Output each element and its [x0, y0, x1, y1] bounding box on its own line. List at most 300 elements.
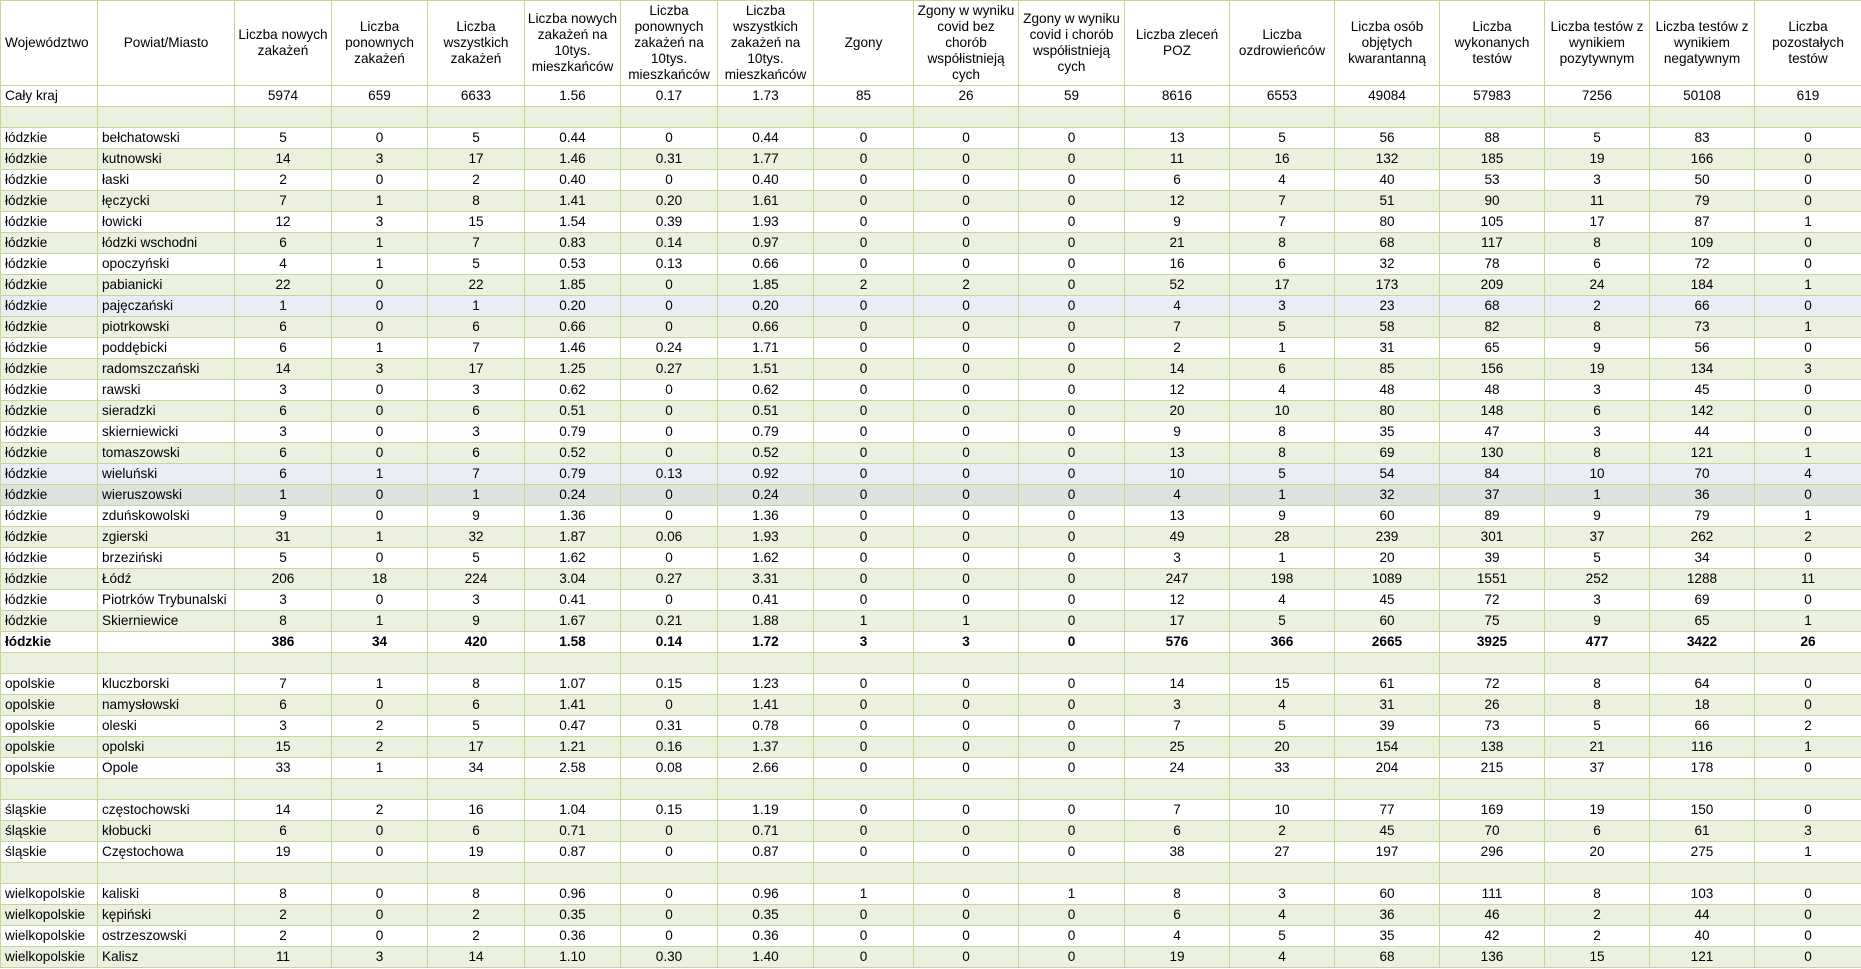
table-cell: 0 — [814, 443, 914, 464]
table-cell: 2 — [1230, 821, 1335, 842]
table-cell: 0 — [914, 674, 1019, 695]
table-cell: 3 — [1230, 884, 1335, 905]
table-cell: kłobucki — [98, 821, 235, 842]
table-cell: 185 — [1440, 149, 1545, 170]
table-cell: tomaszowski — [98, 443, 235, 464]
table-cell: 69 — [1650, 590, 1755, 611]
table-cell: 6 — [428, 695, 525, 716]
table-cell: 57983 — [1440, 86, 1545, 107]
table-cell: 19 — [1545, 359, 1650, 380]
table-cell: 6 — [428, 443, 525, 464]
table-cell: 0 — [1755, 128, 1861, 149]
table-cell: 5 — [1230, 716, 1335, 737]
table-cell: 0 — [1019, 800, 1125, 821]
table-cell: 26 — [1440, 695, 1545, 716]
table-cell: 0.14 — [621, 632, 718, 653]
table-cell — [814, 779, 914, 800]
table-cell: 154 — [1335, 737, 1440, 758]
table-cell: 0 — [1019, 380, 1125, 401]
table-cell: 5 — [235, 128, 332, 149]
table-cell: 0 — [914, 758, 1019, 779]
table-cell: 0.41 — [718, 590, 814, 611]
table-cell: 5974 — [235, 86, 332, 107]
table-cell: 37 — [1545, 758, 1650, 779]
table-cell: 0 — [814, 296, 914, 317]
table-cell: 0 — [1755, 926, 1861, 947]
table-cell: 2 — [1125, 338, 1230, 359]
table-cell: 105 — [1440, 212, 1545, 233]
table-cell: 0 — [814, 695, 914, 716]
table-cell: 14 — [235, 149, 332, 170]
table-cell: wielkopolskie — [1, 905, 98, 926]
table-cell: 0 — [332, 905, 428, 926]
table-cell: wielkopolskie — [1, 947, 98, 968]
table-cell: 77 — [1335, 800, 1440, 821]
table-cell: 0.51 — [718, 401, 814, 422]
table-cell: 0 — [814, 548, 914, 569]
table-cell — [1019, 107, 1125, 128]
table-cell: 0.66 — [718, 254, 814, 275]
table-cell: 247 — [1125, 569, 1230, 590]
table-cell: 61 — [1650, 821, 1755, 842]
table-row — [1, 506, 1861, 527]
table-cell: 1 — [1230, 548, 1335, 569]
table-cell — [914, 863, 1019, 884]
table-cell: 0.31 — [621, 149, 718, 170]
table-cell: 0 — [914, 695, 1019, 716]
table-cell: 0 — [914, 254, 1019, 275]
table-cell: 0 — [814, 716, 914, 737]
table-cell: 66 — [1650, 716, 1755, 737]
table-cell: 1.07 — [525, 674, 621, 695]
table-cell: 56 — [1335, 128, 1440, 149]
table-cell: 0 — [1019, 737, 1125, 758]
table-cell: 0 — [621, 884, 718, 905]
table-cell: łódzkie — [1, 611, 98, 632]
table-cell: 0 — [1755, 674, 1861, 695]
table-cell: 0 — [621, 401, 718, 422]
table-header — [1, 1, 1861, 86]
table-cell: 0.44 — [718, 128, 814, 149]
table-cell: 4 — [1125, 926, 1230, 947]
table-cell: 0.20 — [621, 191, 718, 212]
table-cell: 0 — [332, 548, 428, 569]
table-row — [1, 821, 1861, 842]
table-cell: 0.40 — [525, 170, 621, 191]
table-cell: 1.10 — [525, 947, 621, 968]
table-cell: 619 — [1755, 86, 1861, 107]
table-cell: 1 — [235, 296, 332, 317]
table-cell: 0 — [621, 275, 718, 296]
table-cell: 0 — [814, 905, 914, 926]
table-cell: 6 — [1545, 254, 1650, 275]
table-cell: 6 — [1125, 905, 1230, 926]
table-cell: 0 — [1019, 275, 1125, 296]
table-cell: 0.21 — [621, 611, 718, 632]
table-cell — [1650, 107, 1755, 128]
table-cell: 54 — [1335, 464, 1440, 485]
table-cell: 60 — [1335, 884, 1440, 905]
table-cell: wieluński — [98, 464, 235, 485]
table-cell: 14 — [1125, 674, 1230, 695]
table-cell: 5 — [428, 716, 525, 737]
table-cell: łaski — [98, 170, 235, 191]
table-cell — [1650, 653, 1755, 674]
table-row — [1, 338, 1861, 359]
table-cell — [1545, 107, 1650, 128]
table-cell: 66 — [1650, 296, 1755, 317]
table-cell: 0.24 — [525, 485, 621, 506]
table-cell: 0 — [1019, 317, 1125, 338]
table-cell — [1125, 653, 1230, 674]
table-cell: 8 — [235, 611, 332, 632]
table-cell: 10 — [1545, 464, 1650, 485]
column-header: Zgony — [814, 1, 914, 86]
table-cell: 17 — [428, 359, 525, 380]
table-cell: 6 — [235, 401, 332, 422]
table-cell: 0 — [621, 170, 718, 191]
table-cell: 1 — [1755, 275, 1861, 296]
table-cell: 4 — [1125, 485, 1230, 506]
table-cell — [621, 107, 718, 128]
table-cell: 0 — [814, 380, 914, 401]
table-cell: Piotrków Trybunalski — [98, 590, 235, 611]
table-cell: łęczycki — [98, 191, 235, 212]
table-cell: 0.27 — [621, 569, 718, 590]
table-cell: 0 — [621, 443, 718, 464]
table-cell — [718, 653, 814, 674]
table-cell: 0 — [332, 401, 428, 422]
table-cell: 0 — [1019, 842, 1125, 863]
table-cell: 0 — [621, 296, 718, 317]
table-cell: 1 — [814, 884, 914, 905]
column-header: Liczba nowych zakażeń — [235, 1, 332, 86]
table-row — [1, 401, 1861, 422]
table-cell — [814, 653, 914, 674]
table-cell: 1.58 — [525, 632, 621, 653]
table-cell: 1.41 — [718, 695, 814, 716]
table-cell: 10 — [1125, 464, 1230, 485]
table-cell: 166 — [1650, 149, 1755, 170]
table-cell: 20 — [1230, 737, 1335, 758]
table-cell: 34 — [332, 632, 428, 653]
table-cell — [98, 86, 235, 107]
table-cell — [1440, 779, 1545, 800]
table-cell: łódzkie — [1, 254, 98, 275]
table-cell: 1.21 — [525, 737, 621, 758]
table-cell — [1125, 107, 1230, 128]
table-cell: 0 — [914, 233, 1019, 254]
table-cell: 386 — [235, 632, 332, 653]
table-cell: 5 — [1545, 128, 1650, 149]
table-cell: łódzkie — [1, 338, 98, 359]
table-cell: 0 — [814, 506, 914, 527]
table-cell: Cały kraj — [1, 86, 98, 107]
table-cell: 17 — [428, 737, 525, 758]
table-cell: 15 — [1230, 674, 1335, 695]
table-cell: 0.27 — [621, 359, 718, 380]
table-cell: 0 — [1019, 254, 1125, 275]
column-header: Liczba osób objętych kwarantanną — [1335, 1, 1440, 86]
table-cell: 178 — [1650, 758, 1755, 779]
table-cell — [98, 779, 235, 800]
table-cell: 0 — [1019, 905, 1125, 926]
table-row — [1, 527, 1861, 548]
table-cell: 79 — [1650, 506, 1755, 527]
table-cell: 1 — [332, 254, 428, 275]
table-cell: pabianicki — [98, 275, 235, 296]
table-cell — [235, 653, 332, 674]
table-cell: 0 — [914, 548, 1019, 569]
table-cell: 6 — [235, 443, 332, 464]
header-row — [1, 1, 1861, 86]
table-cell: 3 — [235, 380, 332, 401]
table-cell: 0 — [1019, 548, 1125, 569]
table-cell: 1.62 — [718, 548, 814, 569]
table-cell: 8 — [1545, 695, 1650, 716]
table-cell: 0 — [1019, 338, 1125, 359]
table-cell: 0 — [914, 296, 1019, 317]
table-cell — [428, 653, 525, 674]
table-cell: 5 — [235, 548, 332, 569]
table-cell: 2 — [428, 170, 525, 191]
table-cell: 48 — [1335, 380, 1440, 401]
table-cell: 169 — [1440, 800, 1545, 821]
table-cell: 1 — [914, 611, 1019, 632]
table-cell: 56 — [1650, 338, 1755, 359]
table-row — [1, 695, 1861, 716]
table-cell: 0.15 — [621, 674, 718, 695]
table-cell: 69 — [1335, 443, 1440, 464]
table-row — [1, 947, 1861, 968]
table-cell: łódzkie — [1, 422, 98, 443]
table-row — [1, 632, 1861, 653]
table-cell: 21 — [1545, 737, 1650, 758]
table-cell: rawski — [98, 380, 235, 401]
table-cell: 17 — [1125, 611, 1230, 632]
table-cell: 0.06 — [621, 527, 718, 548]
table-cell: 0 — [914, 170, 1019, 191]
table-cell: zgierski — [98, 527, 235, 548]
table-cell: łódzkie — [1, 191, 98, 212]
table-cell: 0.79 — [718, 422, 814, 443]
table-cell: 1 — [1019, 884, 1125, 905]
table-cell: 37 — [1440, 485, 1545, 506]
table-cell: 0 — [621, 926, 718, 947]
table-cell: 9 — [1545, 506, 1650, 527]
table-cell: 0 — [914, 401, 1019, 422]
table-cell — [332, 863, 428, 884]
table-body — [1, 86, 1861, 968]
table-cell: 2 — [332, 737, 428, 758]
table-cell: 7 — [235, 191, 332, 212]
table-cell: 31 — [1335, 338, 1440, 359]
table-cell: 1.93 — [718, 527, 814, 548]
table-cell: 0 — [332, 821, 428, 842]
table-cell: 1.46 — [525, 338, 621, 359]
table-cell: 17 — [1230, 275, 1335, 296]
table-cell: 51 — [1335, 191, 1440, 212]
table-cell — [1335, 779, 1440, 800]
table-cell: 6 — [235, 821, 332, 842]
table-cell: 0.87 — [525, 842, 621, 863]
table-row — [1, 905, 1861, 926]
table-cell: 6 — [428, 401, 525, 422]
table-cell: 47 — [1440, 422, 1545, 443]
table-cell: 1 — [1755, 506, 1861, 527]
table-cell: 80 — [1335, 212, 1440, 233]
column-header: Liczba nowych zakażeń na 10tys. mieszkańców — [525, 1, 621, 86]
table-cell: 0 — [914, 506, 1019, 527]
table-cell: 0.17 — [621, 86, 718, 107]
table-cell: 0.36 — [718, 926, 814, 947]
table-cell: 49084 — [1335, 86, 1440, 107]
table-cell: 25 — [1125, 737, 1230, 758]
table-row — [1, 107, 1861, 128]
table-cell: 1 — [332, 674, 428, 695]
table-cell: 3 — [235, 716, 332, 737]
table-cell: 0 — [621, 905, 718, 926]
table-cell: 0 — [1755, 695, 1861, 716]
table-cell: łódzkie — [1, 296, 98, 317]
table-cell — [1, 779, 98, 800]
table-row — [1, 233, 1861, 254]
table-cell: 0 — [814, 317, 914, 338]
table-cell: 45 — [1650, 380, 1755, 401]
table-cell: poddębicki — [98, 338, 235, 359]
table-cell: 6 — [235, 233, 332, 254]
table-cell: 12 — [235, 212, 332, 233]
table-cell: 1.41 — [525, 695, 621, 716]
table-cell: 576 — [1125, 632, 1230, 653]
table-cell: łódzki wschodni — [98, 233, 235, 254]
table-cell — [718, 107, 814, 128]
table-cell: 28 — [1230, 527, 1335, 548]
table-cell: łódzkie — [1, 527, 98, 548]
table-cell: 68 — [1335, 233, 1440, 254]
table-cell: 85 — [814, 86, 914, 107]
table-cell: 0 — [1755, 905, 1861, 926]
table-cell — [1335, 653, 1440, 674]
table-cell: 0 — [1019, 674, 1125, 695]
table-cell: 0 — [914, 527, 1019, 548]
table-cell: 5 — [1545, 716, 1650, 737]
table-cell — [1755, 107, 1861, 128]
table-cell: 215 — [1440, 758, 1545, 779]
table-cell: 1.04 — [525, 800, 621, 821]
table-cell: radomszczański — [98, 359, 235, 380]
column-header: Liczba zleceń POZ — [1125, 1, 1230, 86]
table-cell: 0 — [332, 884, 428, 905]
table-cell — [1019, 779, 1125, 800]
table-cell: łódzkie — [1, 149, 98, 170]
table-cell — [98, 653, 235, 674]
table-cell: namysłowski — [98, 695, 235, 716]
table-cell: 3 — [914, 632, 1019, 653]
table-cell: 3 — [814, 632, 914, 653]
table-cell: 0.39 — [621, 212, 718, 233]
table-cell: 0 — [914, 212, 1019, 233]
table-cell: 0 — [621, 506, 718, 527]
table-cell: 0.96 — [718, 884, 814, 905]
table-cell — [718, 779, 814, 800]
table-cell: skierniewicki — [98, 422, 235, 443]
table-cell: 2 — [332, 716, 428, 737]
table-cell: 5 — [1230, 611, 1335, 632]
table-cell: 0.79 — [525, 464, 621, 485]
table-cell: 4 — [1230, 695, 1335, 716]
table-cell: 19 — [235, 842, 332, 863]
table-cell: 9 — [1230, 506, 1335, 527]
table-cell: 0 — [814, 170, 914, 191]
table-row — [1, 884, 1861, 905]
table-cell: Częstochowa — [98, 842, 235, 863]
table-cell — [621, 863, 718, 884]
table-cell: 1 — [428, 485, 525, 506]
table-cell: 0.41 — [525, 590, 621, 611]
table-cell: 0.53 — [525, 254, 621, 275]
table-cell — [1335, 107, 1440, 128]
table-cell: 0 — [332, 842, 428, 863]
table-cell: 0 — [1755, 422, 1861, 443]
table-cell: 0 — [914, 128, 1019, 149]
table-cell: 6 — [235, 338, 332, 359]
table-row — [1, 548, 1861, 569]
table-cell: 9 — [1545, 611, 1650, 632]
table-cell: 0 — [332, 590, 428, 611]
table-cell — [1545, 779, 1650, 800]
table-cell: łódzkie — [1, 233, 98, 254]
table-cell: 1.25 — [525, 359, 621, 380]
table-cell: 1 — [1755, 443, 1861, 464]
table-cell: 1 — [1755, 737, 1861, 758]
table-cell: 477 — [1545, 632, 1650, 653]
table-cell: 50 — [1650, 170, 1755, 191]
table-cell: 39 — [1335, 716, 1440, 737]
table-cell: 1 — [332, 191, 428, 212]
table-cell: 0 — [1755, 233, 1861, 254]
table-row — [1, 464, 1861, 485]
table-cell: 0 — [1019, 212, 1125, 233]
table-cell: 40 — [1650, 926, 1755, 947]
table-cell: 78 — [1440, 254, 1545, 275]
table-cell: 2 — [1545, 905, 1650, 926]
table-cell: 3 — [1230, 296, 1335, 317]
table-cell: 0 — [332, 422, 428, 443]
table-cell: kutnowski — [98, 149, 235, 170]
table-cell: łódzkie — [1, 590, 98, 611]
table-cell: 0 — [814, 401, 914, 422]
table-cell: 121 — [1650, 947, 1755, 968]
table-cell — [1, 107, 98, 128]
table-cell: 1.77 — [718, 149, 814, 170]
table-cell: łódzkie — [1, 548, 98, 569]
table-cell: 0 — [621, 380, 718, 401]
table-cell — [1230, 779, 1335, 800]
table-cell: 0 — [1019, 359, 1125, 380]
table-cell: 8 — [428, 884, 525, 905]
table-cell: 0 — [914, 590, 1019, 611]
table-cell: 6 — [1125, 821, 1230, 842]
table-cell: 10 — [1230, 401, 1335, 422]
table-cell: 1 — [1755, 317, 1861, 338]
table-cell: 0.35 — [525, 905, 621, 926]
table-cell: 0 — [914, 926, 1019, 947]
table-cell: 84 — [1440, 464, 1545, 485]
table-cell — [332, 779, 428, 800]
table-cell: 8 — [235, 884, 332, 905]
table-row — [1, 569, 1861, 590]
